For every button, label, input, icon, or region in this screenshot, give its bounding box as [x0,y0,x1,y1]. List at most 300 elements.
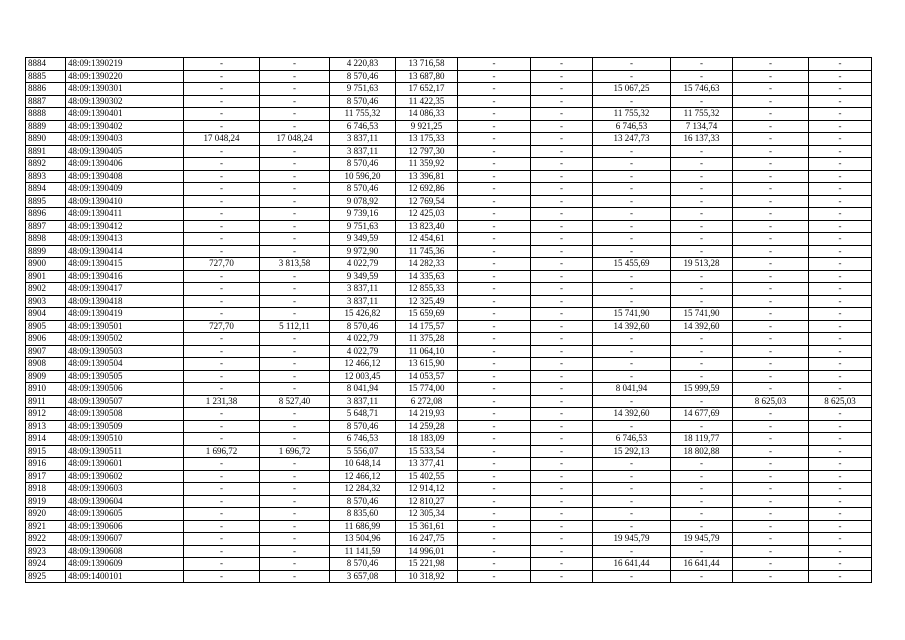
cell-value-col-9: - [593,58,671,71]
cell-value-col-6: 13 396,81 [396,170,458,183]
cell-value-col-10: - [671,370,733,383]
cell-value-col-9: 15 455,69 [593,258,671,271]
cell-value-col-4: - [260,283,330,296]
cell-value-col-4: - [260,95,330,108]
cell-value-col-8: - [531,208,593,221]
table-row [26,58,872,71]
cell-row-number: 8911 [26,395,66,408]
table-row [26,245,872,258]
cell-value-col-9: 15 067,25 [593,83,671,96]
table-row [26,370,872,383]
cell-value-col-7: - [458,470,531,483]
cell-value-col-9: 13 247,73 [593,133,671,146]
cell-value-col-4: - [260,545,330,558]
cell-row-number: 8902 [26,283,66,296]
cell-value-col-12: - [809,433,872,446]
cell-cadastral-number: 48:09:1390506 [66,383,184,396]
cell-value-col-9: - [593,170,671,183]
cell-value-col-8: - [531,570,593,583]
cell-value-col-11: - [733,133,809,146]
cell-value-col-8: - [531,258,593,271]
cell-value-col-3: - [184,370,260,383]
cell-value-col-5: 4 022,79 [330,258,396,271]
cell-value-col-3: - [184,420,260,433]
cell-value-col-10: 16 137,33 [671,133,733,146]
table-row [26,395,872,408]
cell-value-col-9: 11 755,32 [593,108,671,121]
cell-row-number: 8889 [26,120,66,133]
cell-value-col-5: 8 570,46 [330,158,396,171]
cell-cadastral-number: 48:09:1390417 [66,283,184,296]
cell-value-col-3: - [184,495,260,508]
cell-value-col-4: - [260,170,330,183]
cell-value-col-10: - [671,520,733,533]
cell-value-col-5: 9 751,63 [330,220,396,233]
cell-cadastral-number: 48:09:1390406 [66,158,184,171]
cell-value-col-8: - [531,308,593,321]
cell-value-col-6: 12 914,12 [396,483,458,496]
cell-value-col-10: - [671,470,733,483]
cell-value-col-4: - [260,483,330,496]
cell-value-col-10: - [671,70,733,83]
cell-value-col-6: 13 823,40 [396,220,458,233]
cell-row-number: 8900 [26,258,66,271]
cell-value-col-10: - [671,220,733,233]
cell-value-col-7: - [458,370,531,383]
cell-value-col-4: 5 112,11 [260,320,330,333]
cell-value-col-5: 8 041,94 [330,383,396,396]
cell-cadastral-number: 48:09:1390401 [66,108,184,121]
cell-value-col-12: - [809,533,872,546]
cell-value-col-8: - [531,270,593,283]
cell-value-col-3: - [184,483,260,496]
cell-value-col-10: 14 392,60 [671,320,733,333]
cell-value-col-10: - [671,395,733,408]
cell-value-col-4: - [260,245,330,258]
table-row [26,108,872,121]
cell-value-col-12: - [809,220,872,233]
cell-value-col-4: - [260,158,330,171]
cell-value-col-3: - [184,108,260,121]
cell-value-col-9: - [593,220,671,233]
cell-value-col-6: 12 855,33 [396,283,458,296]
table-row [26,270,872,283]
cell-value-col-8: - [531,383,593,396]
cell-value-col-5: 13 504,96 [330,533,396,546]
cell-value-col-5: 9 349,59 [330,233,396,246]
cell-cadastral-number: 48:09:1390511 [66,445,184,458]
cell-value-col-3: - [184,120,260,133]
cell-value-col-10: - [671,95,733,108]
cell-value-col-11: - [733,120,809,133]
cell-cadastral-number: 48:09:1390419 [66,308,184,321]
cell-value-col-7: - [458,283,531,296]
cell-value-col-5: 4 022,79 [330,345,396,358]
cell-value-col-12: - [809,133,872,146]
cell-cadastral-number: 48:09:1390410 [66,195,184,208]
table-row [26,345,872,358]
cell-cadastral-number: 48:09:1390412 [66,220,184,233]
cell-value-col-5: 9 349,59 [330,270,396,283]
cell-row-number: 8888 [26,108,66,121]
cell-value-col-4: - [260,70,330,83]
cell-value-col-4: - [260,308,330,321]
cell-row-number: 8901 [26,270,66,283]
cell-value-col-10: - [671,295,733,308]
cell-value-col-12: - [809,445,872,458]
table-row [26,358,872,371]
cell-cadastral-number: 48:09:1390409 [66,183,184,196]
cell-value-col-6: 14 086,33 [396,108,458,121]
cell-value-col-12: - [809,120,872,133]
table-row [26,408,872,421]
cell-value-col-11: - [733,258,809,271]
cell-value-col-5: 6 746,53 [330,120,396,133]
cell-value-col-4: - [260,558,330,571]
cell-value-col-9: 16 641,44 [593,558,671,571]
cell-value-col-8: - [531,545,593,558]
cell-value-col-7: - [458,270,531,283]
cell-row-number: 8910 [26,383,66,396]
cell-value-col-5: 12 284,32 [330,483,396,496]
cell-value-col-10: 18 119,77 [671,433,733,446]
cell-row-number: 8916 [26,458,66,471]
cell-value-col-7: - [458,308,531,321]
cell-value-col-6: 15 659,69 [396,308,458,321]
cell-value-col-4: - [260,408,330,421]
cell-value-col-4: - [260,533,330,546]
cell-value-col-9: - [593,195,671,208]
cell-value-col-11: - [733,58,809,71]
cell-value-col-8: - [531,433,593,446]
cell-value-col-9: - [593,95,671,108]
cell-value-col-10: 15 999,59 [671,383,733,396]
cell-value-col-8: - [531,283,593,296]
cell-value-col-9: - [593,283,671,296]
cell-row-number: 8890 [26,133,66,146]
table-row [26,133,872,146]
cell-value-col-3: - [184,158,260,171]
cell-value-col-7: - [458,108,531,121]
cell-value-col-6: 14 175,57 [396,320,458,333]
cell-value-col-7: - [458,545,531,558]
table-row [26,508,872,521]
cell-value-col-5: 12 466,12 [330,358,396,371]
cell-value-col-10: - [671,270,733,283]
cell-value-col-4: - [260,195,330,208]
cell-value-col-8: - [531,345,593,358]
cell-cadastral-number: 48:09:1390607 [66,533,184,546]
table-row [26,558,872,571]
cell-value-col-10: - [671,58,733,71]
cell-value-col-4: - [260,120,330,133]
cell-value-col-10: - [671,283,733,296]
cell-value-col-6: 12 797,30 [396,145,458,158]
cell-row-number: 8919 [26,495,66,508]
cell-value-col-8: - [531,333,593,346]
cell-value-col-8: - [531,558,593,571]
cell-value-col-3: - [184,333,260,346]
cell-value-col-7: - [458,120,531,133]
cell-value-col-8: - [531,120,593,133]
cell-value-col-5: 8 570,46 [330,320,396,333]
cell-value-col-11: - [733,170,809,183]
table-row [26,533,872,546]
table-row [26,283,872,296]
cell-value-col-9: - [593,545,671,558]
cell-value-col-12: - [809,358,872,371]
cell-value-col-7: - [458,458,531,471]
table-body [26,58,872,583]
table-row [26,520,872,533]
table-row [26,445,872,458]
cell-value-col-3: - [184,558,260,571]
cell-value-col-11: - [733,433,809,446]
cell-value-col-6: 10 318,92 [396,570,458,583]
cell-cadastral-number: 48:09:1390609 [66,558,184,571]
table-row [26,258,872,271]
cell-value-col-11: - [733,195,809,208]
cell-row-number: 8920 [26,508,66,521]
cell-value-col-8: - [531,95,593,108]
cell-value-col-3: - [184,70,260,83]
cell-value-col-3: 1 696,72 [184,445,260,458]
cadastral-value-table [25,57,872,583]
cell-value-col-3: - [184,520,260,533]
cell-value-col-3: 1 231,38 [184,395,260,408]
cell-value-col-12: - [809,183,872,196]
cell-value-col-6: 12 425,03 [396,208,458,221]
cell-value-col-5: 10 596,20 [330,170,396,183]
cell-value-col-11: - [733,95,809,108]
cell-value-col-4: - [260,358,330,371]
cell-value-col-3: - [184,58,260,71]
cell-value-col-6: 14 282,33 [396,258,458,271]
cell-row-number: 8903 [26,295,66,308]
cell-value-col-8: - [531,220,593,233]
cell-value-col-4: - [260,145,330,158]
cell-value-col-9: - [593,233,671,246]
cell-value-col-9: - [593,483,671,496]
cell-value-col-10: 15 741,90 [671,308,733,321]
cell-row-number: 8925 [26,570,66,583]
cell-value-col-8: - [531,358,593,371]
cell-cadastral-number: 48:09:1400101 [66,570,184,583]
cell-cadastral-number: 48:09:1390414 [66,245,184,258]
cell-value-col-7: - [458,58,531,71]
cell-value-col-10: - [671,420,733,433]
cell-value-col-6: 13 377,41 [396,458,458,471]
cell-value-col-8: - [531,408,593,421]
cell-value-col-5: 8 570,46 [330,495,396,508]
cell-row-number: 8887 [26,95,66,108]
cell-cadastral-number: 48:09:1390604 [66,495,184,508]
cell-value-col-9: - [593,345,671,358]
cell-value-col-6: 11 064,10 [396,345,458,358]
cell-value-col-12: - [809,283,872,296]
cell-value-col-8: - [531,395,593,408]
cell-value-col-7: - [458,258,531,271]
cell-value-col-3: - [184,345,260,358]
cell-value-col-6: 11 422,35 [396,95,458,108]
cell-value-col-3: - [184,145,260,158]
cell-value-col-3: - [184,433,260,446]
cell-value-col-6: 15 774,00 [396,383,458,396]
cell-row-number: 8912 [26,408,66,421]
cell-value-col-4: 3 813,58 [260,258,330,271]
cell-value-col-8: - [531,320,593,333]
cell-row-number: 8921 [26,520,66,533]
cell-value-col-11: - [733,358,809,371]
cell-row-number: 8915 [26,445,66,458]
cell-value-col-12: - [809,208,872,221]
cell-value-col-7: - [458,570,531,583]
cell-value-col-10: - [671,483,733,496]
cell-value-col-6: 14 259,28 [396,420,458,433]
cell-value-col-3: - [184,245,260,258]
cell-cadastral-number: 48:09:1390301 [66,83,184,96]
cell-value-col-11: - [733,108,809,121]
cell-value-col-3: - [184,383,260,396]
cell-value-col-5: 9 078,92 [330,195,396,208]
cell-value-col-5: 3 837,11 [330,283,396,296]
cell-value-col-7: - [458,345,531,358]
cell-value-col-6: 15 402,55 [396,470,458,483]
cell-value-col-5: 11 686,99 [330,520,396,533]
cell-value-col-3: 727,70 [184,258,260,271]
cell-value-col-4: - [260,208,330,221]
cell-value-col-9: 15 292,13 [593,445,671,458]
cell-value-col-7: - [458,220,531,233]
table-row [26,295,872,308]
cell-value-col-5: 5 648,71 [330,408,396,421]
cell-value-col-12: - [809,270,872,283]
table-row [26,470,872,483]
cell-value-col-8: - [531,70,593,83]
cell-value-col-8: - [531,170,593,183]
cell-value-col-7: - [458,158,531,171]
cell-value-col-3: 727,70 [184,320,260,333]
cell-value-col-6: 14 335,63 [396,270,458,283]
cell-value-col-11: - [733,320,809,333]
cell-value-col-5: 8 570,46 [330,95,396,108]
cell-row-number: 8885 [26,70,66,83]
cell-value-col-11: - [733,445,809,458]
cell-value-col-4: - [260,383,330,396]
cell-value-col-9: - [593,420,671,433]
cell-value-col-3: - [184,508,260,521]
table-row [26,320,872,333]
cell-value-col-9: - [593,145,671,158]
cell-value-col-8: - [531,458,593,471]
cell-value-col-9: - [593,295,671,308]
cell-row-number: 8904 [26,308,66,321]
cell-cadastral-number: 48:09:1390601 [66,458,184,471]
cell-value-col-4: - [260,370,330,383]
cell-value-col-5: 12 003,45 [330,370,396,383]
cell-value-col-7: - [458,183,531,196]
cell-value-col-10: 19 513,28 [671,258,733,271]
cell-value-col-5: 3 837,11 [330,133,396,146]
cell-value-col-4: 1 696,72 [260,445,330,458]
cell-value-col-6: 14 053,57 [396,370,458,383]
cell-value-col-6: 12 454,61 [396,233,458,246]
cell-value-col-3: 17 048,24 [184,133,260,146]
cell-value-col-7: - [458,483,531,496]
cell-value-col-3: - [184,270,260,283]
cell-value-col-5: 3 837,11 [330,395,396,408]
cell-row-number: 8897 [26,220,66,233]
cell-value-col-7: - [458,170,531,183]
cell-value-col-9: - [593,358,671,371]
cell-value-col-11: - [733,308,809,321]
table-row [26,545,872,558]
cell-row-number: 8893 [26,170,66,183]
cell-value-col-7: - [458,433,531,446]
cell-value-col-3: - [184,358,260,371]
cell-value-col-8: - [531,195,593,208]
cell-value-col-8: - [531,83,593,96]
cell-value-col-6: 11 359,92 [396,158,458,171]
cell-value-col-6: 11 375,28 [396,333,458,346]
cell-value-col-10: - [671,508,733,521]
cell-value-col-11: - [733,233,809,246]
cell-value-col-3: - [184,183,260,196]
cell-value-col-12: - [809,545,872,558]
cell-value-col-7: - [458,245,531,258]
cell-row-number: 8924 [26,558,66,571]
cell-value-col-6: 17 652,17 [396,83,458,96]
cell-value-col-3: - [184,458,260,471]
cell-cadastral-number: 48:09:1390504 [66,358,184,371]
table-row [26,420,872,433]
cell-value-col-6: 13 175,33 [396,133,458,146]
cell-value-col-11: - [733,208,809,221]
cell-value-col-11: - [733,533,809,546]
cell-value-col-7: - [458,95,531,108]
cell-value-col-7: - [458,83,531,96]
cell-value-col-6: 15 533,54 [396,445,458,458]
cell-value-col-7: - [458,508,531,521]
cell-value-col-7: - [458,420,531,433]
cell-cadastral-number: 48:09:1390219 [66,58,184,71]
cell-value-col-4: - [260,433,330,446]
cell-value-col-8: - [531,295,593,308]
cell-value-col-9: 8 041,94 [593,383,671,396]
cell-cadastral-number: 48:09:1390501 [66,320,184,333]
cell-row-number: 8913 [26,420,66,433]
cell-value-col-11: - [733,383,809,396]
cell-row-number: 8886 [26,83,66,96]
cell-row-number: 8907 [26,345,66,358]
cell-value-col-12: - [809,470,872,483]
cell-value-col-11: - [733,458,809,471]
cell-value-col-7: - [458,520,531,533]
cell-value-col-8: - [531,370,593,383]
cell-value-col-9: - [593,70,671,83]
cell-value-col-9: - [593,370,671,383]
cell-value-col-10: - [671,495,733,508]
cell-value-col-12: - [809,420,872,433]
cell-value-col-12: - [809,170,872,183]
cell-value-col-12: - [809,458,872,471]
cell-value-col-4: - [260,233,330,246]
cell-value-col-12: - [809,83,872,96]
cell-value-col-5: 4 220,83 [330,58,396,71]
cell-cadastral-number: 48:09:1390220 [66,70,184,83]
table-row [26,433,872,446]
table-row [26,383,872,396]
